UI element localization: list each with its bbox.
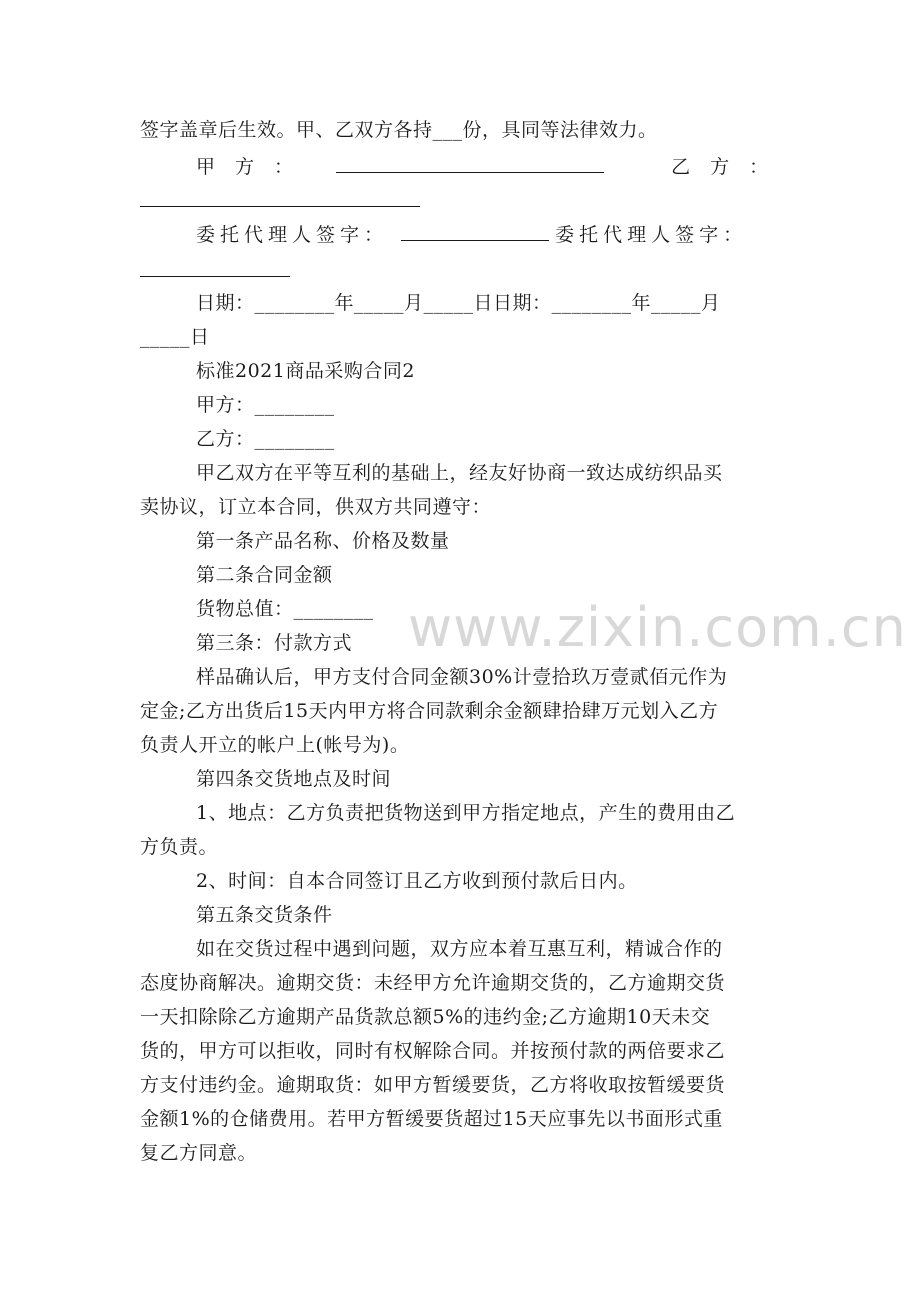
- text-line: 如在交货过程中遇到问题，双方应本着互惠互利，精诚合作的: [196, 938, 723, 960]
- article-heading: 第二条合同金额: [196, 564, 333, 586]
- text-line: 方负责。: [140, 836, 219, 858]
- text-line: 1、地点：乙方负责把货物送到甲方指定地点，产生的费用由乙: [196, 802, 736, 824]
- party-a-label: 甲 方 ：: [196, 156, 294, 178]
- agent-a-blank: [401, 218, 549, 241]
- text-line: 态度协商解决。逾期交货：未经甲方允许逾期交货的，乙方逾期交货: [140, 972, 726, 994]
- text-line: 甲乙双方在平等互利的基础上，经友好协商一致达成纺织品买: [196, 462, 723, 484]
- text-line: 复乙方同意。: [140, 1142, 258, 1164]
- signature-continuation: [140, 184, 780, 218]
- agent-signature-line: [196, 218, 780, 252]
- party-b-field: 乙方：________: [196, 428, 335, 450]
- article-heading: 第五条交货条件: [196, 904, 333, 926]
- text-line: 货物总值：________: [196, 598, 374, 620]
- party-a-blank: [336, 150, 604, 173]
- text-line: 签字盖章后生效。甲、乙双方各持___份，具同等法律效力。: [140, 119, 658, 141]
- text-line: 2、时间：自本合同签订且乙方收到预付款后日内。: [196, 870, 638, 892]
- text-line: 卖协议，订立本合同，供双方共同遵守：: [140, 496, 492, 518]
- party-b-label: 乙 方 ：: [671, 156, 769, 178]
- text-line: 一天扣除除乙方逾期产品货款总额5%的违约金;乙方逾期10天未交: [140, 1006, 711, 1028]
- text-line: 负责人开立的帐户上(帐号为)。: [140, 734, 410, 756]
- article-heading: 第四条交货地点及时间: [196, 768, 392, 790]
- party-a-field: 甲方：________: [196, 394, 335, 416]
- date-continuation: _____日: [140, 326, 210, 348]
- agent-continuation: [140, 254, 780, 288]
- agent-b-label: 委托代理人签字：: [555, 224, 748, 246]
- text-line: 定金;乙方出货后15天内甲方将合同款剩余金额肆拾肆万元划入乙方: [140, 700, 719, 722]
- text-line: 样品确认后，甲方支付合同金额30%计壹拾玖万壹贰佰元作为: [196, 666, 728, 688]
- article-heading: 第一条产品名称、价格及数量: [196, 530, 450, 552]
- text-line: 金额1%的仓储费用。若甲方暂缓要货超过15天应事先以书面形式重: [140, 1108, 723, 1130]
- signature-party-line: [196, 150, 780, 184]
- watermark: www.zixin.com.cn: [408, 596, 907, 659]
- agent-a-label: 委托代理人签字：: [196, 224, 389, 246]
- contract-title: 标准2021商品采购合同2: [196, 360, 415, 382]
- article-heading: 第三条：付款方式: [196, 632, 353, 654]
- agent-b-blank: [140, 254, 290, 277]
- text-line: 方支付违约金。逾期取货：如甲方暂缓要货，乙方将收取按暂缓要货: [140, 1074, 726, 1096]
- date-line: 日期：________年_____月_____日日期：________年_____月: [196, 292, 721, 314]
- party-b-blank: [140, 184, 420, 207]
- text-line: 货的，甲方可以拒收，同时有权解除合同。并按预付款的两倍要求乙: [140, 1040, 726, 1062]
